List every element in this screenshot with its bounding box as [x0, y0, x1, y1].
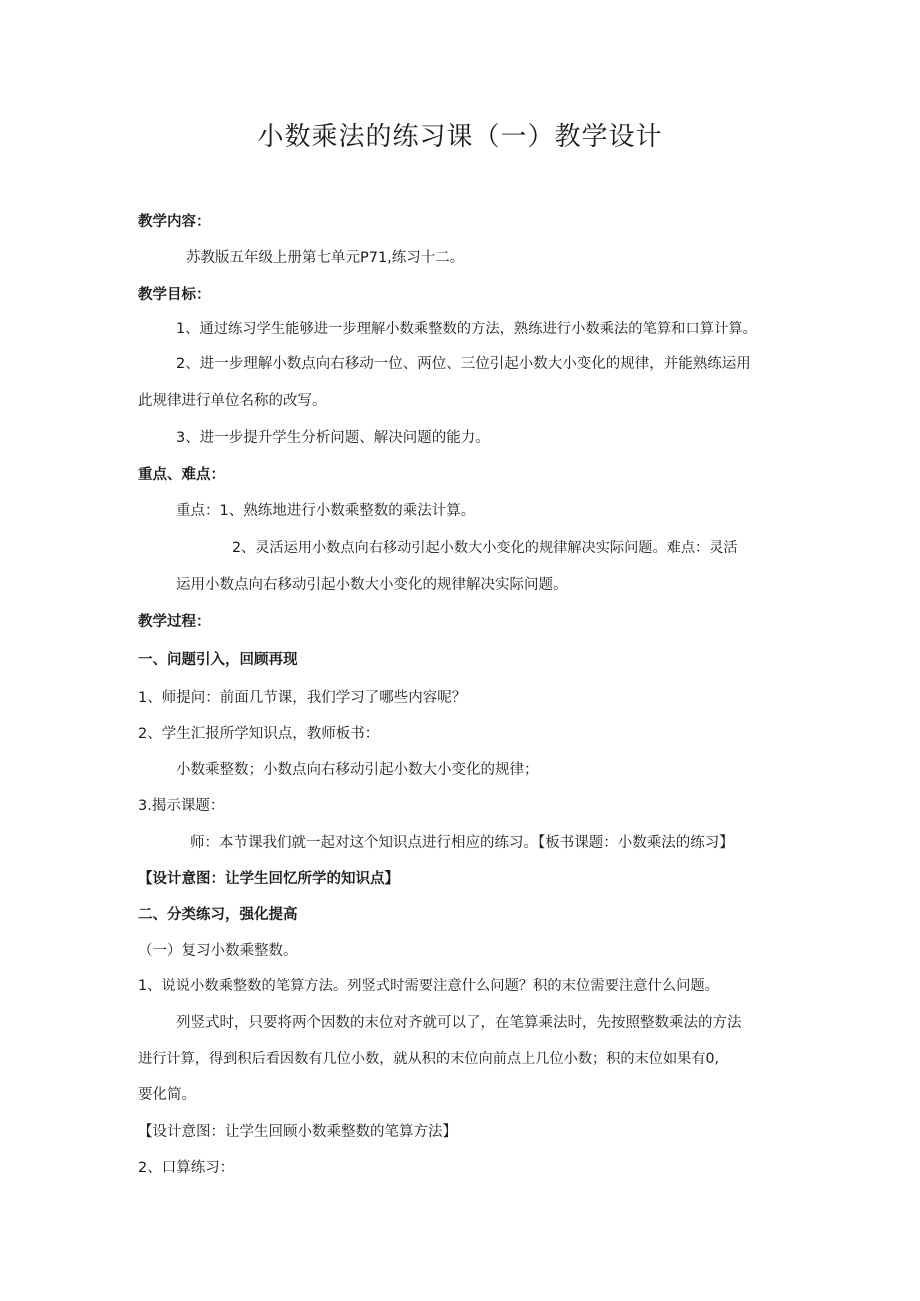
- section-2-heading: 二、分类练习，强化提高: [138, 907, 298, 923]
- keypoint-2-b: 运用小数点向右移动引起小数大小变化的规律解决实际问题。: [176, 577, 568, 593]
- question-1: 1、说说小数乘整数的笔算方法。列竖式时需要注意什么问题？积的末位需要注意什么问题。: [138, 978, 719, 994]
- keypoint-1: 重点：1、熟练地进行小数乘整数的乘法计算。: [176, 503, 476, 519]
- keypoint-2-a: 2、灵活运用小数点向右移动引起小数大小变化的规律解决实际问题。难点：灵活: [232, 540, 738, 556]
- goal-2-b: 此规律进行单位名称的改写。: [138, 393, 327, 409]
- answer-c: 要化简。: [138, 1087, 196, 1103]
- step-2: 2、学生汇报所学知识点，教师板书：: [138, 726, 380, 742]
- document-title: 小数乘法的练习课（一）教学设计: [257, 122, 663, 152]
- step-3: 3.揭示课题：: [138, 798, 225, 814]
- goal-3: 3、进一步提升学生分析问题、解决问题的能力。: [176, 430, 490, 446]
- subsection-1: （一）复习小数乘整数。: [138, 943, 298, 959]
- goal-2-a: 2、进一步理解小数点向右移动一位、两位、三位引起小数大小变化的规律，并能熟练运用: [176, 356, 751, 372]
- heading-keypoints: 重点、难点：: [138, 467, 225, 483]
- heading-goals: 教学目标：: [138, 287, 211, 303]
- design-intent-1: 【设计意图：让学生回忆所学的知识点】: [138, 871, 399, 887]
- question-2: 2、口算练习：: [138, 1160, 235, 1176]
- section-1-heading: 一、问题引入，回顾再现: [138, 652, 298, 668]
- answer-a: 列竖式时，只要将两个因数的末位对齐就可以了，在笔算乘法时，先按照整数乘法的方法: [176, 1015, 742, 1031]
- answer-b: 进行计算，得到积后看因数有几位小数，就从积的末位向前点上几位小数；积的末位如果有0,: [138, 1051, 720, 1067]
- goal-1: 1、通过练习学生能够进一步理解小数乘整数的方法，熟练进行小数乘法的笔算和口算计算。: [176, 321, 757, 337]
- design-intent-2: 【设计意图：让学生回顾小数乘整数的笔算方法】: [138, 1124, 457, 1140]
- heading-content: 教学内容：: [138, 214, 211, 230]
- heading-process: 教学过程：: [138, 614, 211, 630]
- content-text: 苏教版五年级上册第七单元P71,练习十二。: [186, 250, 465, 266]
- step-1: 1、师提问：前面几节课，我们学习了哪些内容呢？: [138, 690, 467, 706]
- blackboard-text: 小数乘整数；小数点向右移动引起小数大小变化的规律；: [176, 762, 539, 778]
- teacher-speech: 师：本节课我们就一起对这个知识点进行相应的练习。【板书课题：小数乘法的练习】: [190, 835, 734, 851]
